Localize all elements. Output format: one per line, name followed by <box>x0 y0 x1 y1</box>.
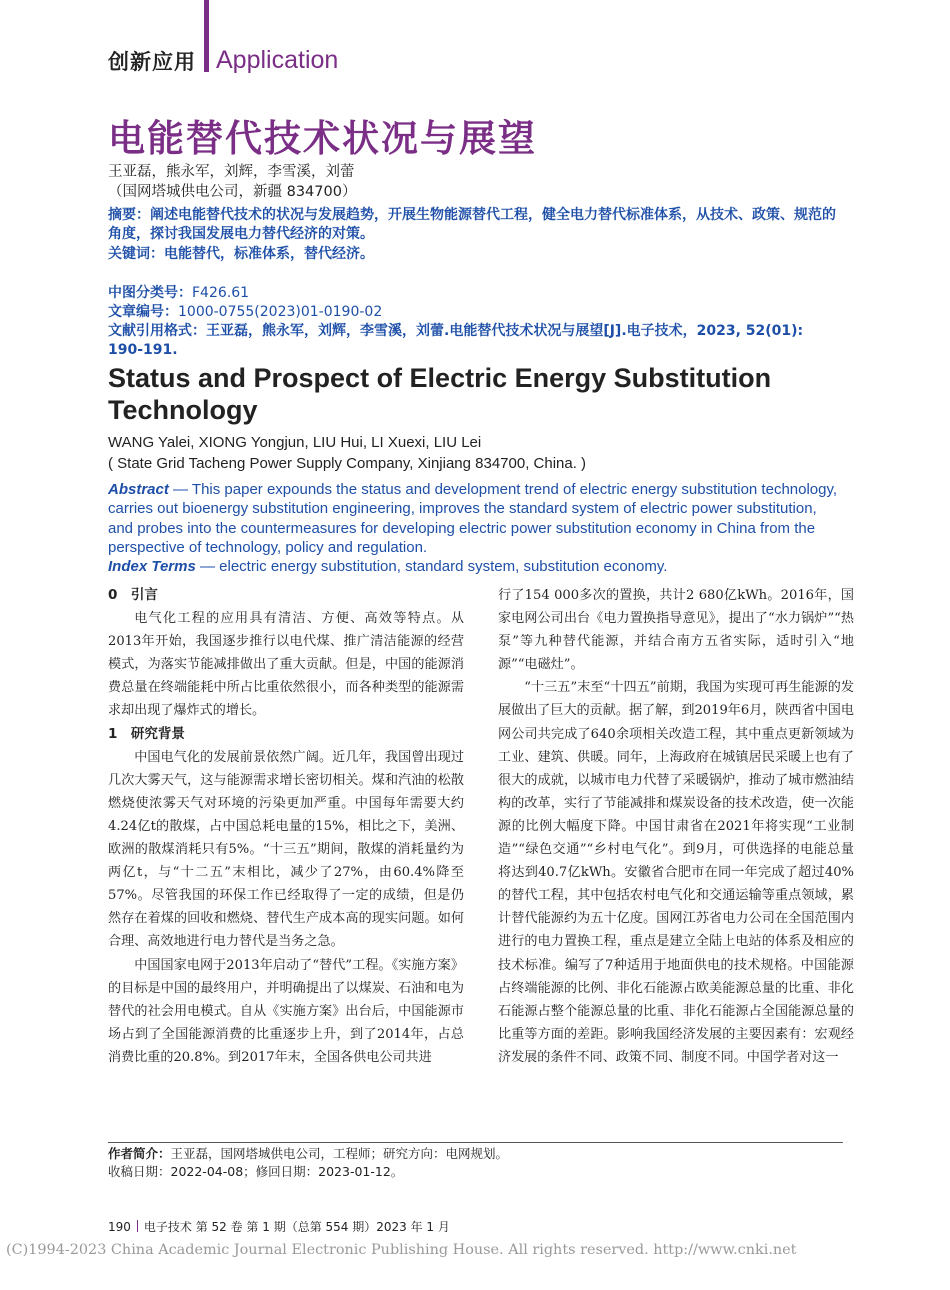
heading-background: 1 研究背景 <box>108 725 185 742</box>
section-label-en: Application <box>216 46 339 74</box>
author-intro <box>108 1144 508 1162</box>
citation-label: 文献引用格式： <box>108 323 206 339</box>
paragraph-continued: 行了154 000多次的置换，共计2 680亿kWh。2016年，国家电网公司出台《电力置换指导意见》，提出了“水力锅炉”“热泵”等九种替代能源，并结合南方五省实际，适时引入“地源”“电磁灶”。 <box>498 588 854 673</box>
article-number-value: 1000-0755(2023)01-0190-02 <box>178 304 383 320</box>
paragraph: 电气化工程的应用具有清洁、方便、高效等特点。从2013年开始，我国逐步推行以电代煤、推广清洁能源的经营模式，为落实节能减排做出了重大贡献。但是，中国的能源消费总量在终端能耗中所占比重依然很小，而各种类型的能源需求却出现了爆炸式的增长。 <box>108 611 464 719</box>
article-number-label: 文章编号： <box>108 304 178 320</box>
abstract-cn-label: 摘要： <box>108 207 150 223</box>
keywords-cn-label: 关键词： <box>108 246 164 262</box>
footnote-divider <box>108 1142 843 1143</box>
index-terms-label: Index Terms <box>108 558 196 575</box>
received-dates: 收稿日期：2022-04-08；修回日期：2023-01-12。 <box>108 1164 404 1179</box>
abstract-en-label: Abstract <box>108 481 169 498</box>
keywords-cn-text: 电能替代，标准体系，替代经济。 <box>164 246 374 262</box>
page-info <box>108 1218 450 1235</box>
author-intro-text: 王亚磊，国网塔城供电公司，工程师；研究方向：电网规划。 <box>170 1146 509 1161</box>
authors-en: WANG Yalei, XIONG Yongjun, LIU Hui, LI Xuexi, LIU Lei <box>108 434 482 451</box>
paragraph: 中国电气化的发展前景依然广阔。近几年，我国曾出现过几次大雾天气，这与能源需求增长密切相关。煤和汽油的松散燃烧使浓雾天气对环境的污染更加严重。中国每年需要大约4.24亿t的散煤，占中国总耗电量的15%，相比之下，美洲、欧洲的散煤消耗只有5%。“十三五”期间，散煤的消耗量约为两亿t，与“十二五”末相比，减少了27%，由60.4%降至57%。尽管我国的环保工作已经取得了一定的成绩，但是仍然存在着煤的回收和燃烧、替代生产成本高的现实问题。如何合理、高效地进行电力替代是当务之急。 <box>108 749 464 950</box>
author-intro-label: 作者简介： <box>108 1146 171 1161</box>
body-column-right <box>498 584 854 1069</box>
abstract-cn-text: 阐述电能替代技术的状况与发展趋势，开展生物能源替代工程，健全电力替代标准体系，从技术、政策、规范的角度，探讨我国发展电力替代经济的对策。 <box>108 207 836 242</box>
heading-introduction: 0 引言 <box>108 587 158 603</box>
index-terms-text: — electric energy substitution, standard system, substitution economy. <box>195 558 668 575</box>
page-number: 190 <box>108 1220 131 1234</box>
journal-info: 电子技术 第 52 卷 第 1 期（总第 554 期）2023 年 1 月 <box>143 1220 450 1234</box>
affiliation-en: ( State Grid Tacheng Power Supply Company, Xinjiang 834700, China. ) <box>108 455 587 472</box>
keywords-cn <box>108 245 843 264</box>
body-column-left <box>108 584 464 1069</box>
page-title-en: Status and Prospect of Electric Energy Substitution Technology <box>108 363 772 425</box>
abstract-en <box>108 480 843 557</box>
citation <box>108 322 843 360</box>
citation-text: 王亚磊，熊永军，刘辉，李雪溪，刘蕾.电能替代技术状况与展望[J].电子技术，2023, 52(01): 190-191. <box>108 323 804 358</box>
copyright-notice: (C)1994-2023 China Academic Journal Electronic Publishing House. All rights reserved. http://www.cnki.net <box>6 1242 797 1258</box>
section-label-cn: 创新应用 <box>108 50 196 74</box>
classification <box>108 284 843 303</box>
article-number <box>108 303 843 322</box>
classification-label: 中图分类号： <box>108 285 192 301</box>
paragraph: “十三五”末至“十四五”前期，我国为实现可再生能源的发展做出了巨大的贡献。据了解，到2019年6月，陕西省中国电网公司共完成了640余项相关改造工程，其中重点更新领域为工业、建筑、供暖。同年，上海政府在城镇居民采暖上也有了很大的成就，以城市电力代替了采暖锅炉，推动了城市燃油结构的改革，实行了节能减排和煤炭设备的技术改造，使一次能源的比例大幅度下降。中国甘肃省在2021年将实现“工业制造”“绿色交通”“乡村电气化”。到9月，可供选择的电能总量将达到40.7亿kWh。安徽省合肥市在同一年完成了超过40%的替代工程，其中包括农村电气化和交通运输等重点领域，累计替代能源约为五十亿度。国网江苏省电力公司在全国范围内进行的电力置换工程，重点是建立全陆上电站的体系及相应的技术标准。编写了7种适用于地面供电的技术规格。中国能源占终端能源的比例、非化石能源占欧美能源总量的比重、非化石能源占整个能源总量的比重、非化石能源占全国能源总量的比重等方面的差距。影响我国经济发展的主要因素有：宏观经济发展的条件不同、政策不同、制度不同。中国学者对这一 <box>498 680 854 1065</box>
classification-value: F426.61 <box>192 285 250 301</box>
abstract-cn <box>108 206 843 244</box>
page-info-separator <box>137 1220 138 1232</box>
index-terms <box>108 557 843 576</box>
section-divider-bar <box>204 0 209 72</box>
affiliation-cn: （国网塔城供电公司，新疆 834700） <box>108 184 357 200</box>
paragraph: 中国国家电网于2013年启动了“替代”工程。《实施方案》的目标是中国的最终用户，并明确提出了以煤炭、石油和电为替代的社会用电模式。自从《实施方案》出台后，中国能源市场占到了全国能源消费的比重逐步上升，到了2014年，占总消费比重的20.8%。到2017年末，全国各供电公司共进 <box>108 957 464 1065</box>
page-title-cn: 电能替代技术状况与展望 <box>108 117 537 160</box>
abstract-en-text: — This paper expounds the status and development trend of electric energy substitution technology, carries out bioenergy substitution engineering, improves the standard system of electric power substitution, and probes into the countermeasures for developing electric power substitution economy in China from the perspective of technology, policy and regulation. <box>108 481 838 556</box>
authors-cn: 王亚磊，熊永军，刘辉，李雪溪，刘蕾 <box>108 164 355 180</box>
